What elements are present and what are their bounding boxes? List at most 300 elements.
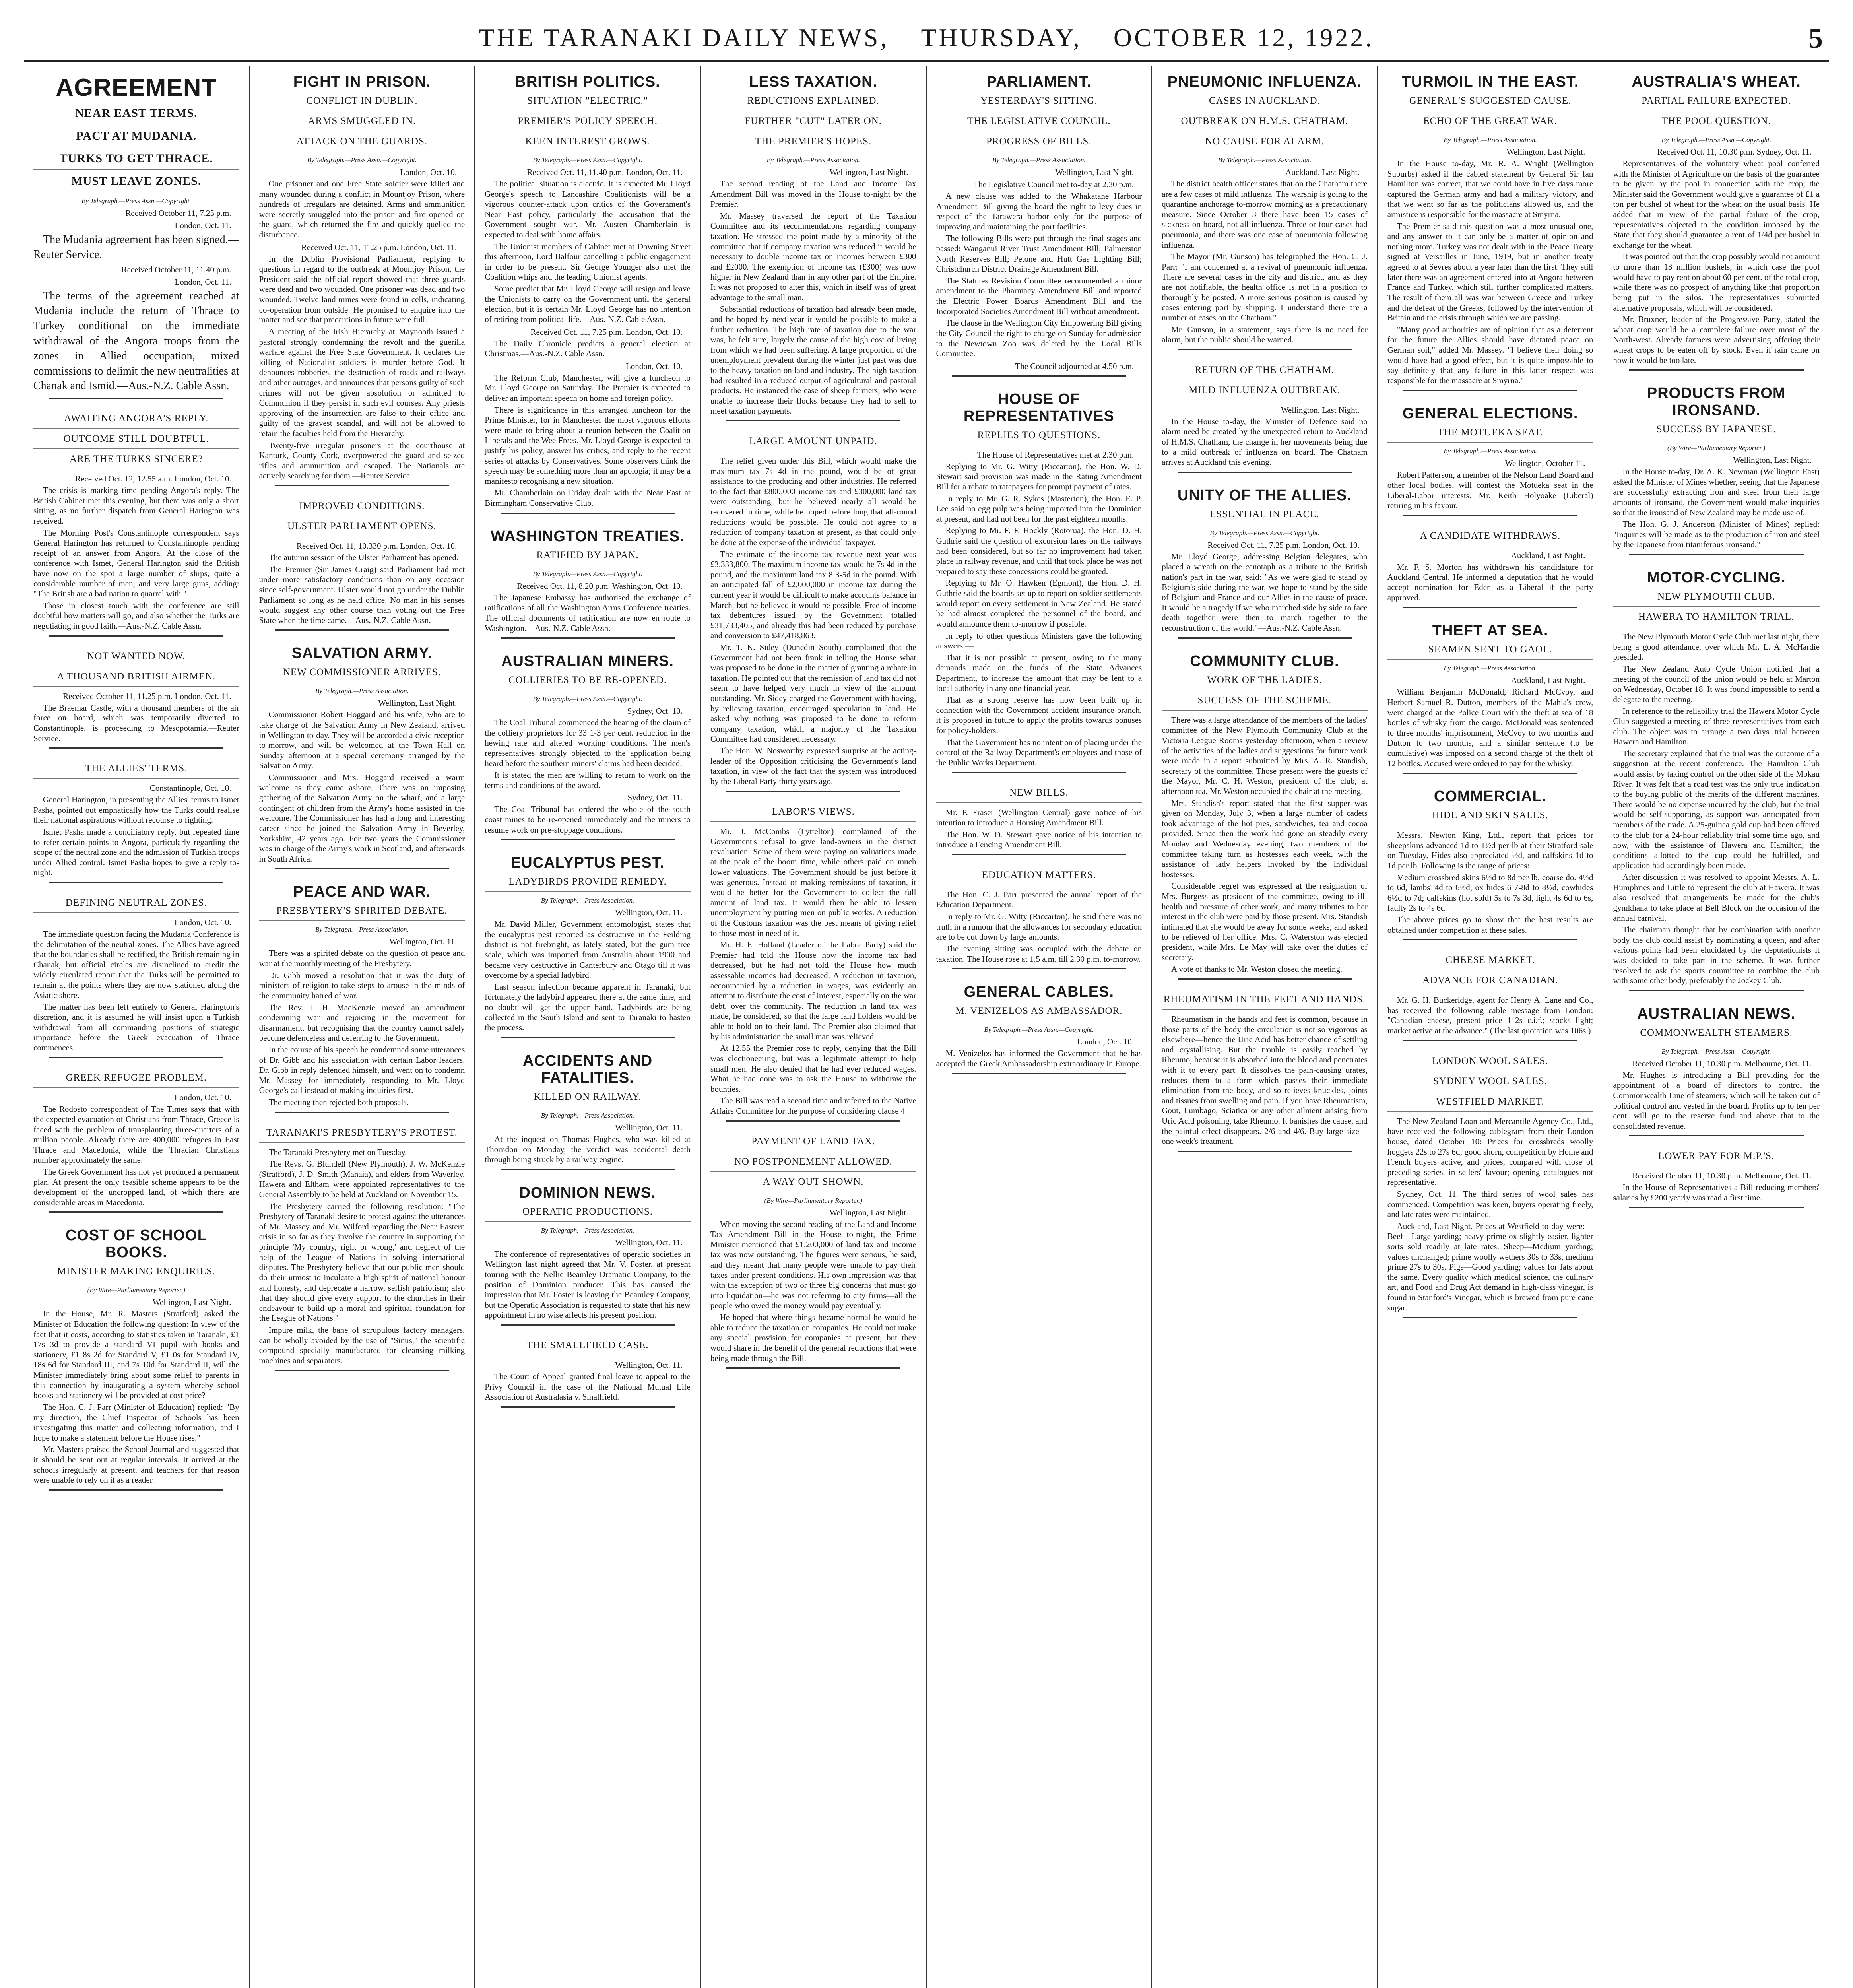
dateline: London, Oct. 10. — [174, 1093, 231, 1103]
article-paragraph: There is significance in this arranged luncheon for the Prime Minister, for in Manchester the most vigorous efforts were made to bring about a reunion between the Coalition Liberals and the Wee Frees. Mr. Lloyd George is expected to justify his policy, answer his critics, and reply to the recent series of attacks by Conservatives. Some observers think the speech may be something more than an apologia; it may be a manifesto recognising a new situation. — [485, 405, 691, 486]
article — [1387, 955, 1593, 1041]
article-paragraph: He hoped that where things became normal he would be able to reduce the taxation on companies. He could not make any special provision for companies at present, but they would share in the benefit of the general reductions that were being made through the Bill. — [710, 1312, 916, 1363]
article-paragraph: M. Venizelos has informed the Government that he has accepted the Greek Ambassadorship extraordinary in Europe. — [936, 1048, 1142, 1068]
dateline: London, Oct. 10. — [1077, 1037, 1134, 1047]
dateline: London, Oct. 10. — [400, 167, 457, 177]
article-subheading: NEW BILLS. — [936, 787, 1142, 803]
article — [936, 870, 1142, 969]
article-paragraph: The Hon. C. J. Parr (Minister of Education) replied: "By my direction, the Chief Inspector of Schools has been investigating this matter and collecting information, and I hope to make a statement before the House rises." — [33, 1402, 239, 1442]
article — [1613, 569, 1820, 991]
article-paragraph: The Hon. C. J. Parr presented the annual report of the Education Department. — [936, 889, 1142, 910]
article-divider — [952, 968, 1126, 969]
article-subheading: PARTIAL FAILURE EXPECTED. — [1613, 95, 1820, 111]
article-paragraph: Representatives of the voluntary wheat pool conferred with the Minister of Agriculture on the basis of the guarantee to be given by the pool in connection with the crop; the Minister said the Government would give a guarantee of £1 a ton per bushel of wheat for the wheat on the usual basis. He added that in view of the partial failure of the crop, representatives objected to the condition imposed by the State that they should guarantee a rent of 1/4d per bushel in exchange for the wheat. — [1613, 159, 1820, 250]
article-subheading: SUCCESS BY JAPANESE. — [1613, 424, 1820, 439]
article-divider — [1403, 607, 1577, 608]
article-paragraph: Some predict that Mr. Lloyd George will resign and leave the Unionists to carry on the Government until the general election, but it is certain Mr. Lloyd George has no intention of retiring from political life.—Aus.-N.Z. Cable Assn. — [485, 284, 691, 324]
article-subheading: A CANDIDATE WITHDRAWS. — [1387, 530, 1593, 546]
article-paragraph: Medium crossbred skins 6½d to 8d per lb, coarse do. 4½d to 6d, lambs' 4d to 6½d, ox hides 6 7-8d to 8½d, cowhides 6½d to 7d; calfskins (hot sold) 5s to 7s 3d, light 4s 6d to 6s, faulty 2s to 4s 6d. — [1387, 872, 1593, 913]
article-paragraph: The Court of Appeal granted final leave to appeal to the Privy Council in the case of the National Mutual Life Association of Australasia v. Smallfield. — [485, 1372, 691, 1402]
article-paragraph: The Rev. J. H. MacKenzie moved an amendment condemning war and rejoicing in the movement for disarmament, but recognising that the country cannot safely become defenceless and deferring to the Government. — [259, 1002, 465, 1043]
article-paragraph: The Rodosto correspondent of The Times says that with the expected evacuation of Christians from Thrace, Greece is faced with the problem of transplanting three-quarters of a million people. Already there are 400,000 refugees in East Thrace and Macedonia, while the Thracian Christians number approximately the same. — [33, 1104, 239, 1165]
article-headline: DOMINION NEWS. — [519, 1184, 656, 1201]
article-paragraph: Mr. J. McCombs (Lyttelton) complained of the Government's refusal to give land-owners in the district revaluation. Some of them were paying on valuations made at the peak of the boom time, while others paid on much lower valuations. The Government should be just before it was generous. Instead of making remissions of taxation, it would be better for the Government to collect the full amount of land tax. It would then be able to lessen unemployment by putting men on public works. A reduction of the Customs taxation was the best means of giving relief to those most in need of it. — [710, 826, 916, 938]
article — [936, 984, 1142, 1074]
dateline: Received Oct. 11, 8.20 p.m. Washington, Oct. 10. — [517, 581, 683, 591]
article-subheading: CONFLICT IN DUBLIN. — [259, 95, 465, 111]
article-divider — [1629, 554, 1804, 555]
wire-credit: By Telegraph.—Press Assn.—Copyright. — [1210, 529, 1319, 537]
wire-credit: By Telegraph.—Press Association. — [541, 1226, 634, 1234]
article-subheading: OPERATIC PRODUCTIONS. — [485, 1206, 691, 1222]
article-subheading: ESSENTIAL IN PEACE. — [1162, 509, 1368, 524]
article-divider — [501, 1324, 675, 1326]
wire-credit: (By Wire—Parliamentary Reporter.) — [1667, 444, 1766, 452]
article-paragraph: The following Bills were put through the final stages and passed: Wanganui River Trust Amendment Bill; Palmerston North Reserves Bill; Petone and Hutt Gas Lighting Bill; Christchurch District Drainage Amendment Bill. — [936, 233, 1142, 274]
article-subheading: THE LEGISLATIVE COUNCIL. — [936, 116, 1142, 131]
article-divider — [501, 513, 675, 514]
article-paragraph: The Taranaki Presbytery met on Tuesday. — [268, 1147, 407, 1157]
article-subheading: WORK OF THE LADIES. — [1162, 675, 1368, 690]
article-paragraph: Mr. Gunson, in a statement, says there is no need for alarm, but the public should be warned. — [1162, 324, 1368, 345]
article-subheading: ECHO OF THE GREAT WAR. — [1387, 116, 1593, 131]
article-subheading: M. VENIZELOS AS AMBASSADOR. — [936, 1006, 1142, 1021]
article-divider — [1178, 1151, 1352, 1152]
article-paragraph: When moving the second reading of the Land and Income Tax Amendment Bill in the House to-night, the Prime Minister mentioned that £1,200,000 of land tax and income tax was now outstanding. The figures were serious, he said, and they meant that many people were unable to pay their taxes under present conditions. His own impression was that with the exception of two or three big concerns that must go into liquidation—he was not referring to city firms—all the people who owed the money would pay eventually. — [710, 1219, 916, 1310]
article-headline: ACCIDENTS AND FATALITIES. — [522, 1052, 653, 1086]
article-headline: GENERAL CABLES. — [964, 984, 1114, 1001]
article-paragraph: Mr. Chamberlain on Friday dealt with the Near East at Birmingham Conservative Club. — [485, 488, 691, 508]
article-divider — [49, 1057, 223, 1058]
article — [710, 436, 916, 792]
article — [485, 74, 691, 514]
article-divider — [1178, 472, 1352, 473]
dateline: The House of Representatives met at 2.30 p.m. — [977, 450, 1134, 460]
article — [1162, 653, 1368, 980]
article-paragraph: In the House to-day, Mr. R. A. Wright (Wellington Suburbs) asked if the cabled statement by General Sir Ian Hamilton was correct, that we could have in five days more captured the German army and had a military victory, and that we went so far as the politicians allowed us, and the armistice is responsible for the massacre at Smyrna. — [1387, 159, 1593, 219]
article-divider — [1403, 939, 1577, 940]
article-paragraph: The district health officer states that on the Chatham there are a few cases of mild influenza. The warship is going to the quarantine anchorage to-morrow morning as a precautionary measure. Since October 3 there have been 15 cases of sickness on board, not all influenza. Three or four cases had pneumonia, and there was one case of pneumonia following influenza. — [1162, 179, 1368, 250]
article-paragraph: The terms of the agreement reached at Mudania include the return of Thrace to Turkey conditional on the immediate withdrawal of the Angora troops from the zones in Allied occupation, mixed commissions to delimit the new neutralities at Chanak and Ismid.—Aus.-N.Z. Cable Assn. — [33, 289, 239, 392]
article-subheading: REDUCTIONS EXPLAINED. — [710, 95, 916, 111]
article-subheading: IMPROVED CONDITIONS. — [259, 501, 465, 516]
article-headline: PARLIAMENT. — [986, 74, 1092, 90]
article — [259, 501, 465, 631]
dateline: London, Oct. 11. — [175, 221, 231, 230]
article-subheading: LABOR'S VIEWS. — [710, 806, 916, 822]
article-paragraph: The relief given under this Bill, which would make the maximum tax 7s 4d in the pound, would be of great assistance to the producing and other industries. He referred to the fact that £800,000 income tax and £300,000 land tax were outstanding, but he believed nearly all would be recovered in time, while he hoped before long that all-round reductions would be possible. He could not agree to a reduction of company taxation at present, as that could only be done at the expense of the individual taxpayer. — [710, 456, 916, 547]
article-headline: MOTOR-CYCLING. — [1647, 569, 1786, 586]
weekday: THURSDAY, — [921, 23, 1082, 52]
article-paragraph: Sydney, Oct. 11. The third series of wool sales has commenced. Competition was keen, buyers operating freely, and late rates were maintained. — [1387, 1189, 1593, 1219]
article-paragraph: The Coal Tribunal has ordered the whole of the south coast mines to be re-opened immediately and the miners to resume work on pre-stoppage conditions. — [485, 804, 691, 835]
article-subheading: CHEESE MARKET. — [1387, 955, 1593, 970]
wire-credit: By Telegraph.—Press Assn.—Copyright. — [307, 156, 417, 164]
article-divider — [49, 398, 223, 399]
article-subheading: EDUCATION MATTERS. — [936, 870, 1142, 885]
wire-credit: (By Wire—Parliamentary Reporter.) — [87, 1286, 185, 1294]
article-paragraph: That the Government has no intention of placing under the control of the Railway Department's employees and those of the Public Works Department. — [936, 737, 1142, 767]
article-subheading: SUCCESS OF THE SCHEME. — [1162, 695, 1368, 711]
article-divider — [952, 1073, 1126, 1074]
article-paragraph: The Revs. G. Blundell (New Plymouth), J. W. McKenzie (Stratford), J. D. Smith (Manaia), and elders from Waverley, Hawera and Eltham were appointed representatives to the General Assembly to be held at Auckland on November 15. — [259, 1159, 465, 1200]
article-headline: COMMERCIAL. — [1434, 788, 1547, 805]
article-headline: HOUSE OF REPRESENTATIVES — [963, 390, 1114, 425]
dateline: Wellington, Last Night. — [1733, 455, 1812, 465]
article-subheading: NEW COMMISSIONER ARRIVES. — [259, 667, 465, 682]
dateline: London, Oct. 10. — [174, 918, 231, 928]
newspaper-column — [24, 66, 250, 1988]
article-paragraph: Mr. Massey traversed the report of the Taxation Committee and its recommendations regarding company taxation. He stressed the point made by a minority of the committee that if company taxation was reduced it would be necessary to double income tax on incomes between £300 and £2000. The exemption of income tax (£300) was now higher in New Zealand than in any other part of the Empire. It was not proposed to alter this, which in itself was of great advantage to the small man. — [710, 211, 916, 302]
dateline: Received Oct. 11, 10.330 p.m. London, Oct. 10. — [296, 541, 457, 551]
wire-credit: By Telegraph.—Press Assn.—Copyright. — [81, 197, 191, 205]
article-paragraph: A new clause was added to the Whakatane Harbour Amendment Bill giving the board the right to levy dues in respect of the Tarawera harbor only for the purpose of improving and maintaining the port facilities. — [936, 191, 1142, 231]
article — [1613, 1006, 1820, 1137]
article-paragraph: There was a large attendance of the members of the ladies' committee of the New Plymouth Community Club at the Victoria League Rooms yesterday afternoon, when a review of the activities of the ladies and suggestions for future work were made in a report submitted by Mrs. A. R. Standish, secretary of the committee. Those present were the guests of the Mayor, Mr. C. H. Weston, president of the club, at afternoon tea. Mr. Weston occupied the chair at the meeting. — [1162, 715, 1368, 796]
article-paragraph: Dr. Gibb moved a resolution that it was the duty of ministers of religion to take steps to arouse in the minds of the community hatred of war. — [259, 970, 465, 1000]
article-paragraph: Replying to Mr. G. Witty (Riccarton), the Hon. W. D. Stewart said provision was made in the Rating Amendment Bill for a rebate to ratepayers for prompt payment of rates. — [936, 461, 1142, 491]
article-paragraph: One prisoner and one Free State soldier were killed and many wounded during a conflict in Mountjoy Prison, where hundreds of irregulars are detained. Arms and ammunition were secretly smuggled into the prison and fire opened on the guard, which returned the fire and quickly quelled the disturbance. — [259, 179, 465, 240]
article-divider — [1629, 1207, 1804, 1208]
article — [1387, 405, 1593, 516]
article-subheading: SYDNEY WOOL SALES. — [1387, 1076, 1593, 1091]
article-subheading: CASES IN AUCKLAND. — [1162, 95, 1368, 111]
article-subheading: PROGRESS OF BILLS. — [936, 136, 1142, 151]
wire-credit: By Telegraph.—Press Assn.—Copyright. — [984, 1026, 1094, 1034]
article-subheading: TARANAKI'S PRESBYTERY'S PROTEST. — [259, 1127, 465, 1143]
article-paragraph: Mrs. Standish's report stated that the first supper was given on Monday, July 3, when a large number of cadets took advantage of the hot pies, sandwiches, tea and cocoa provided. Since then the work had gone on steadily every Monday and Wednesday evening, two members of the committee taking turn as hostesses each week, with the assistance of lady helpers invoked by the individual hostesses. — [1162, 798, 1368, 879]
article-paragraph: Ismet Pasha made a conciliatory reply, but repeated time to refer certain points to Angora, particularly regarding the scope of the neutral zone and the admission of Turkish troops under Allied control. Ismet Pasha hopes to give a reply to-night. — [33, 827, 239, 878]
article-headline: FIGHT IN PRISON. — [293, 74, 431, 90]
article-paragraph: It is stated the men are willing to return to work on the terms and conditions of the award. — [485, 770, 691, 790]
article-subheading: THE ALLIES' TERMS. — [33, 763, 239, 779]
article-paragraph: In reply to Mr. G. R. Sykes (Masterton), the Hon. E. P. Lee said no egg pulp was being imported into the Dominion at present, and had not been for the past eighteen months. — [936, 493, 1142, 524]
article-paragraph: The Unionist members of Cabinet met at Downing Street this afternoon, Lord Balfour cancelling a public engagement in order to be present. Sir George Younger also met the Coalition whips and the leading Unionist agents. — [485, 241, 691, 282]
article-paragraph: The Hon. W. Nosworthy expressed surprise at the acting-leader of the Opposition criticising the Government's land taxation, in view of the fact that the system was introduced by the Liberal Party thirty years ago. — [710, 746, 916, 786]
article-paragraph: The political situation is electric. It is expected Mr. Lloyd George's speech to Lancashire Coalitionists will be a vigorous counter-attack upon critics of the Government's Near East policy, particularly the accusation that the Government sought war. Mr. Austen Chamberlain is expected to deal with home affairs. — [485, 179, 691, 240]
article-divider — [1629, 1135, 1804, 1136]
dateline: Wellington, Oct. 11. — [615, 1122, 683, 1132]
article-paragraph: The Presbytery carried the following resolution: "The Presbytery of Taranaki desire to protest against the utterances of Mr. Massey and Mr. Wilford regarding the Near Eastern crisis in so far as they involve the country in supporting the principle 'My country, right or wrong,' and neglect of the help of the League of Nations in solving international disputes. The Presbytery believe that our public men should do their utmost to inculcate a high spirit of national honour and honesty, and deprecate a narrow, selfish patriotism; also that they should give every support to the churches in their endeavour to build up a moral and spiritual foundation for the League of Nations." — [259, 1201, 465, 1323]
article-subheading: ULSTER PARLIAMENT OPENS. — [259, 521, 465, 536]
dateline: Wellington, Last Night. — [1506, 147, 1585, 157]
wire-credit: By Telegraph.—Press Assn.—Copyright. — [1661, 136, 1771, 144]
article-paragraph: Mr. P. Fraser (Wellington Central) gave notice of his intention to introduce a Housing Amendment Bill. — [936, 808, 1142, 828]
article-subheading: OUTCOME STILL DOUBTFUL. — [33, 433, 239, 449]
wire-credit: By Telegraph.—Press Assn.—Copyright. — [533, 156, 642, 164]
article-subheading: SEAMEN SENT TO GAOL. — [1387, 644, 1593, 660]
dateline: London, Oct. 10. — [625, 361, 683, 371]
article-subheading: A THOUSAND BRITISH AIRMEN. — [33, 671, 239, 687]
wire-credit: By Telegraph.—Press Association. — [766, 156, 860, 164]
article — [259, 1127, 465, 1371]
article-paragraph: Mr. G. H. Buckeridge, agent for Henry A. Lane and Co., has received the following cable message from London: "Canadian cheese, present price 112s c.i.f.; stocks light; market active at the advance." (The last quotation was 106s.) — [1387, 995, 1593, 1036]
article — [1387, 788, 1593, 940]
article-subheading: RHEUMATISM IN THE FEET AND HANDS. — [1162, 994, 1368, 1010]
article-divider — [49, 1211, 223, 1213]
article-subheading: KEEN INTEREST GROWS. — [485, 136, 691, 151]
article-headline: AUSTRALIAN NEWS. — [1637, 1005, 1796, 1022]
article-subheading: SITUATION "ELECTRIC." — [485, 95, 691, 111]
article — [259, 74, 465, 486]
wire-credit: By Telegraph.—Press Association. — [1218, 156, 1312, 164]
article-paragraph: The above prices go to show that the best results are obtained under competition at these sales. — [1387, 915, 1593, 935]
wire-credit: By Telegraph.—Press Association. — [1444, 447, 1537, 455]
article-paragraph: Mr. David Miller, Government entomologist, states that the eucalyptus pest reported as destructive in the Feilding district is not firebright, as lately stated, but the gum tree scale, which was imported from Australia about 1900 and became very destructive in Canterbury and Otago till it was overcome by a special ladybird. — [485, 919, 691, 980]
article-subheading: LONDON WOOL SALES. — [1387, 1056, 1593, 1071]
dateline: Received October 11, 7.25 p.m. — [125, 208, 231, 218]
article — [1613, 74, 1820, 371]
article-divider — [1629, 369, 1804, 371]
article-paragraph: The Reform Club, Manchester, will give a luncheon to Mr. Lloyd George on Saturday. The Premier is expected to deliver an important speech on home and foreign policy. — [485, 373, 691, 403]
article-paragraph: Commissioner and Mrs. Hoggard received a warm welcome as they came ashore. There was an imposing gathering of the Salvation Army on the wharf, and a large contingent of children from the Army's home assisted in the welcome. The Commissioner has had a long and interesting career since he joined the Salvation Army in Beverley, Yorkshire, 42 years ago. For two years the Commissioner was in charge of the Army's work in Scotland, and afterwards in South Africa. — [259, 772, 465, 864]
article-subheading: MUST LEAVE ZONES. — [33, 175, 239, 192]
article-subheading: DEFINING NEUTRAL ZONES. — [33, 897, 239, 913]
article-paragraph: The New Zealand Auto Cycle Union notified that a meeting of the council of the union would be held at Marton on Wednesday, October 18. It was found impossible to send a delegate to the meeting. — [1613, 664, 1820, 704]
article-paragraph: The autumn session of the Ulster Parliament has opened. — [268, 553, 459, 563]
article-subheading: RATIFIED BY JAPAN. — [485, 550, 691, 565]
dateline: Wellington, Last Night. — [1055, 167, 1134, 177]
dateline: The Council adjourned at 4.50 p.m. — [1015, 361, 1134, 371]
article-subheading: NO POSTPONEMENT ALLOWED. — [710, 1156, 916, 1172]
article-paragraph: The second reading of the Land and Income Tax Amendment Bill was moved in the House to-night by the Premier. — [710, 179, 916, 209]
dateline: Received Oct. 11, 11.40 p.m. London, Oct. 11. — [527, 167, 683, 177]
columns-grid — [24, 66, 1829, 1988]
article-paragraph: In the House to-day, Dr. A. K. Newman (Wellington East) asked the Minister of Mines whether, seeing that the Japanese are successfully extracting iron and steel from their large amounts of ironsand, the Government would make inquiries so that the ironsand of New Zealand may be made use of. — [1613, 467, 1820, 517]
article-subheading: COMMONWEALTH STEAMERS. — [1613, 1027, 1820, 1043]
article-paragraph: William Benjamin McDonald, Richard McCvoy, and Herbert Samuel R. Dutton, members of the Mahia's crew, were charged at the Police Court with the theft at sea of 18 bottles of whisky from the cargo. McDonald was sentenced to three months' imprisonment, McCvoy to two months and Dutton to two months, and a similar sentence (to be cumulative) was imposed on a second charge of the theft of 12 bottles. Accused were ordered to pay for the whisky. — [1387, 687, 1593, 768]
article-divider — [275, 1112, 449, 1113]
article-paragraph: In the course of his speech he condemned some utterances of Dr. Gibb and his association with certain Labor leaders. Dr. Gibb in reply defended himself, and went on to condemn Mr. Massey for immediately responding to Mr. Lloyd George's call instead of making inquiries first. — [259, 1044, 465, 1095]
dateline: Received Oct. 11, 11.25 p.m. London, Oct. 11. — [301, 242, 457, 252]
article — [485, 653, 691, 840]
article — [1387, 1056, 1593, 1318]
dateline: Constantinople, Oct. 10. — [149, 783, 231, 793]
article-paragraph: Robert Patterson, a member of the Nelson Land Board and other local bodies, will contest the Motueka seat in the Liberal-Labor interests. Mr. Keith Holyoake (Liberal) retiring in his favour. — [1387, 470, 1593, 511]
newspaper-column — [701, 66, 927, 1988]
article-divider — [1403, 390, 1577, 391]
article-subheading: NOT WANTED NOW. — [33, 651, 239, 666]
article-paragraph: Twenty-five irregular prisoners at the courthouse at Kanturk, County Cork, overpowered the guard and seized rifles and ammunition and escaped. The Nationals are actively searching for them.—Reuter Service. — [259, 440, 465, 481]
article-paragraph: In the House to-day, the Minister of Defence said no alarm need be created by the unexpected return to Auckland of H.M.S. Chatham, the change in her movements being due to a mild outbreak of influenza on board. The Chatham arrives at Auckland this evening. — [1162, 416, 1368, 467]
article-subheading: LADYBIRDS PROVIDE REMEDY. — [485, 876, 691, 892]
newspaper-column — [1603, 66, 1829, 1988]
article — [33, 413, 239, 637]
article — [1387, 622, 1593, 774]
wire-credit: By Telegraph.—Press Assn.—Copyright. — [1661, 1047, 1771, 1055]
paper-title: THE TARANAKI DAILY NEWS, — [479, 23, 889, 52]
wire-credit: By Telegraph.—Press Association. — [1444, 664, 1537, 672]
article-headline: TURMOIL IN THE EAST. — [1401, 74, 1579, 90]
article-paragraph: The Braemar Castle, with a thousand members of the air force on board, which was temporarily diverted to Constantinople, is proceeding to Mesopotamia.—Reuter Service. — [33, 703, 239, 743]
article-divider — [1629, 990, 1804, 991]
article-headline: SALVATION ARMY. — [291, 645, 433, 662]
article-paragraph: Impure milk, the bane of scrupulous factory managers, can be wholly avoided by the use of "Sinus," the scientific compound specially manufactured for cleansing milking machines and separators. — [259, 1325, 465, 1365]
article — [936, 391, 1142, 773]
wire-credit: By Telegraph.—Press Association. — [1444, 136, 1537, 144]
article — [259, 883, 465, 1112]
article-paragraph: The Premier (Sir James Craig) said Parliament had met under more satisfactory conditions than on any occasion since self-government. Ulster would not go under the Dublin Parliament so long as he held office. No man in his senses would suggest any other course than voting out the Free State when the time came.—Aus.-N.Z. Cable Assn. — [259, 564, 465, 625]
article — [485, 1052, 691, 1170]
article-headline: AUSTRALIA'S WHEAT. — [1632, 74, 1801, 90]
article-subheading: ARMS SMUGGLED IN. — [259, 116, 465, 131]
article-subheading: COLLIERIES TO BE RE-OPENED. — [485, 675, 691, 690]
article-subheading: NO CAUSE FOR ALARM. — [1162, 136, 1368, 151]
article-paragraph: At the inquest on Thomas Hughes, who was killed at Thorndon on Monday, the verdict was accidental death through being struck by a railway engine. — [485, 1134, 691, 1165]
article-paragraph: The chairman thought that by combination with another body the club could assist by nominating a queen, and after various points had been elucidated by the deputationists it was decided to take part in the scheme. It was further resolved to ask the sports committee to combine the club with some other body, preferably the Jockey Club. — [1613, 925, 1820, 986]
article-subheading: ADVANCE FOR CANADIAN. — [1387, 975, 1593, 990]
article-headline: EUCALYPTUS PEST. — [510, 854, 665, 872]
article-paragraph: In reply to other questions Ministers gave the following answers:— — [936, 631, 1142, 651]
dateline: Auckland, Last Night. — [1511, 676, 1585, 685]
article-paragraph: Mr. Masters praised the School Journal and suggested that it should be sent out at regular intervals. It arrived at the schools irregularly at present, and teachers for that reason were unable to rely on it as a reader. — [33, 1444, 239, 1485]
article — [259, 645, 465, 869]
article-subheading: YESTERDAY'S SITTING. — [936, 95, 1142, 111]
article-paragraph: In reference to the reliability trial the Hawera Motor Cycle Club suggested a meeting of three representatives from each club. The object was to arrange a two days' trial between Hawera and Hamilton. — [1613, 706, 1820, 747]
article-paragraph: "Many good authorities are of opinion that as a deterrent for the future the Allies should have dictated peace on German soil," added Mr. Massey. "I believe their doing so would have had a good effect, but it is quite impossible to say definitely that any failure in this latter respect was responsible for the massacre at Smyrna." — [1387, 324, 1593, 385]
article-paragraph: In reply to Mr. G. Witty (Riccarton), he said there was no truth in a rumour that the allowances for secondary education are to be cut down by large amounts. — [936, 912, 1142, 942]
article-subheading: LARGE AMOUNT UNPAID. — [710, 436, 916, 451]
article-paragraph: The Bill was read a second time and referred to the Native Affairs Committee for the purpose of considering clause 4. — [710, 1096, 916, 1116]
article-paragraph: That it is not possible at present, owing to the many demands made on the funds of the State Advances Department, to increase the amount that may be lent to a local authority in any one financial year. — [936, 652, 1142, 693]
dateline: Received Oct. 11, 7.25 p.m. London, Oct. 10. — [1207, 540, 1360, 550]
article-paragraph: The Hon. W. D. Stewart gave notice of his intention to introduce a Fencing Amendment Bill. — [936, 829, 1142, 850]
page-number: 5 — [1808, 22, 1825, 54]
article — [710, 74, 916, 421]
article-paragraph: The estimate of the income tax revenue next year was £3,333,800. The maximum income tax would be 7s 4d in the pound, and the maximum land tax 8 3-5d in the pound. With an anticipated fall of £2,000,000 in income tax during the current year it would be difficult to make accounts balance in March, but he believed it would be possible. Free of income tax debentures issued by the Government totalled £31,733,405, and already this had been reduced by purchase and conversion to £47,418,863. — [710, 549, 916, 641]
article-paragraph: It was pointed out that the crop possibly would not amount to more than 13 million bushels, in which case the pool would have to pay rent on about 60 per cent. of the total crop, while there was no prospect of anything like that proportion being put in the silos. The representatives submitted alternative proposals, which will be considered. — [1613, 252, 1820, 313]
article-subheading: AWAITING ANGORA'S REPLY. — [33, 413, 239, 429]
article-headline: PEACE AND WAR. — [293, 883, 431, 901]
article-paragraph: Replying to Mr. O. Hawken (Egmont), the Hon. D. H. Guthrie said the boards set up to report on soldier settlements would report on every settlement in New Zealand. He stated he had almost completed the personnel of the board, and would announce them to-morrow if possible. — [936, 578, 1142, 629]
article-subheading: A WAY OUT SHOWN. — [710, 1176, 916, 1192]
article-paragraph: The evening sitting was occupied with the debate on taxation. The House rose at 1.5 a.m. till 2.30 p.m. to-morrow. — [936, 944, 1142, 964]
article-paragraph: The immediate question facing the Mudania Conference is the delimitation of the neutral zones. The Allies have agreed that the boundaries shall be rectified, the British remaining in Chanak, but official circles are disinclined to credit the widely circulated report that the Turks will be permitted to remain at the points where they are now stationed along the Asiatic shore. — [33, 929, 239, 1000]
article-divider — [1403, 1317, 1577, 1318]
dateline: Received October 11, 10.30 p.m. Melbourne, Oct. 11. — [1632, 1058, 1812, 1068]
article-subheading: THE MOTUEKA SEAT. — [1387, 427, 1593, 443]
dateline: Received Oct. 12, 12.55 a.m. London, Oct. 10. — [75, 474, 231, 484]
article-paragraph: In the House of Representatives a Bill reducing members' salaries by £200 yearly was read a first time. — [1613, 1182, 1820, 1203]
dateline: Wellington, October 11. — [1505, 458, 1585, 468]
article-divider — [49, 1489, 223, 1491]
article — [485, 528, 691, 639]
article-paragraph: A meeting of the Irish Hierarchy at Maynooth issued a pastoral strongly condemning the revolt and the guerilla warfare against the Free State Government. It declares the killing of Nationalist soldiers is murder before God. It denounces robberies, the destruction of roads and railways and other outrages, and announces that persons guilty of such crimes will not be given absolution or admitted to Communion if they persist in such evil courses. Any priests approving of the insurrection are false to their office and guilty of the gravest scandal, and will not be allowed to retain the faculties held from the Hierarchy. — [259, 326, 465, 439]
article — [1613, 1151, 1820, 1208]
article-headline: COST OF SCHOOL BOOKS. — [65, 1227, 207, 1261]
article-divider — [1403, 1040, 1577, 1041]
article-subheading: GENERAL'S SUGGESTED CAUSE. — [1387, 95, 1593, 111]
article-paragraph: In the House, Mr. R. Masters (Stratford) asked the Minister of Education the following question: In view of the fact that it costs, according to statistics taken in Taranaki, £1 17s 3d to provide a standard VI pupil with books and stationery, £1 8s 2d for Standard V, £1 0s for Standard IV, 18s 6d for Standard III, and 7s 10d for Standard II, will the Minister immediately bring about some relief to parents in this connection by inaugurating a system whereby school books and stationery will be provided at cost price? — [33, 1309, 239, 1400]
article — [33, 763, 239, 883]
article-divider — [275, 485, 449, 486]
article — [1162, 994, 1368, 1152]
newspaper-column — [1152, 66, 1378, 1988]
article-headline: PRODUCTS FROM IRONSAND. — [1647, 385, 1786, 419]
article-divider — [49, 882, 223, 883]
article-paragraph: Those in closest touch with the conference are still doubtful how matters will go, and also whether the Turks are negotiating in good faith.—Aus.-N.Z. Cable Assn. — [33, 600, 239, 631]
masthead — [24, 16, 1829, 62]
article-divider — [49, 635, 223, 637]
article-subheading: TURKS TO GET THRACE. — [33, 152, 239, 170]
article-divider — [49, 747, 223, 749]
wire-credit: By Telegraph.—Press Assn.—Copyright. — [533, 695, 642, 703]
article — [936, 787, 1142, 855]
dateline: Wellington, Oct. 11. — [615, 1237, 683, 1247]
article-paragraph: The Coal Tribunal commenced the hearing of the claim of the colliery proprietors for 33 1-3 per cent. reduction in the hewing rate and altered working conditions. The men's representatives strongly objected to the application being heard before the southern miners' claims had been decided. — [485, 718, 691, 768]
article-subheading: NEW PLYMOUTH CLUB. — [1613, 591, 1820, 607]
article-headline: UNITY OF THE ALLIES. — [1177, 487, 1352, 504]
article — [710, 1136, 916, 1369]
article-divider — [726, 1367, 900, 1369]
article-paragraph: Messrs. Newton King, Ltd., report that prices for sheepskins advanced 1d to 1½d per lb at their Stratford sale on Tuesday. Hides also appreciated ½d, and calfskins 1d to 1d per lb. Following is the range of prices: — [1387, 830, 1593, 870]
article-paragraph: In the Dublin Provisional Parliament, replying to questions in regard to the outbreak at Mountjoy Prison, the President said the official report showed that three guards were dead and two wounded. One prisoner was dead and two wounded. Twelve land mines were found in cells, indicating co-operation from outside. He promised to enquire into the matter and see that precautions in future were full. — [259, 254, 465, 325]
article — [1162, 487, 1368, 639]
article-headline: AUSTRALIAN MINERS. — [501, 653, 674, 670]
dateline: Wellington, Oct. 11. — [389, 937, 457, 947]
article-paragraph: The Morning Post's Constantinople correspondent says General Harington has returned to Constantinople pending receipt of an answer from Angora. At the close of the conference with Ismet, General Harington said the British have now on the spot a large number of ships, quite a considerable number of men, and very large guns, adding: "The British are a bad nation to quarrel with." — [33, 528, 239, 599]
article-divider — [501, 1406, 675, 1408]
article-subheading: PACT AT MUDANIA. — [33, 129, 239, 147]
article-paragraph: Mr. T. K. Sidey (Dunedin South) complained that the Government had not been frank in telling the House what was proposed to be done in the matter of granting a rebate in taxation. He pointed out that the remission of land tax did not seem to have helped very much in view of the amount outstanding. Mr. Sidey charged the Government with having, by relieving taxation, encouraged speculation in land. He asked why nothing was proposed to be done to reform company taxation, which a majority of the Taxation Committee had considered necessary. — [710, 642, 916, 744]
article-divider — [952, 854, 1126, 855]
article-subheading: FURTHER "CUT" LATER ON. — [710, 116, 916, 131]
article-paragraph: Auckland, Last Night. Prices at Westfield to-day were:— Beef—Large yarding; heavy prime ox slightly easier, lighter sorts sold readily at late rates. Sheep—Medium yarding; values unchanged; prime woolly wethers 30s to 33s, medium prime 27s to 30s. Pigs—Good yarding; values for fats about the same. Every quality which medical science, the culinary art, and Food and Drug Act demand in high-class vinegar, is found in Stanford's Vinegar, which is brewed from pure cane sugar. — [1387, 1221, 1593, 1312]
article-headline: COMMUNITY CLUB. — [1190, 652, 1339, 670]
dateline: Received Oct. 11, 10.30 p.m. Sydney, Oct. 11. — [1657, 147, 1812, 157]
article-paragraph: Last season infection became apparent in Taranaki, but fortunately the ladybird appeared there at the same time, and no doubt will get the upper hand. Ladybirds are being collected in the South Island and sent to Taranaki to hasten the process. — [485, 982, 691, 1033]
article-headline: AGREEMENT — [56, 74, 217, 101]
article-paragraph: At 12.55 the Premier rose to reply, denying that the Bill was electioneering, but was a legitimate attempt to help small men. He also denied that he had ever reduced wages. What he had done was to ask the House to withdraw the bounties. — [710, 1043, 916, 1094]
article — [485, 854, 691, 1038]
dateline: Wellington, Last Night. — [152, 1297, 231, 1307]
article-paragraph: Considerable regret was expressed at the resignation of Mrs. Burgess as president of the committee, owing to ill-health and pressure of other work, and many tributes to her interest in the club were paid by those present. Mrs. Standish intimated that she would be away for some weeks, and asked to be relieved of her office. Mrs. C. Waterston was elected president, while Mrs. Le May will take over the duties of secretary. — [1162, 881, 1368, 962]
article-headline: THEFT AT SEA. — [1432, 622, 1548, 639]
article-subheading: ARE THE TURKS SINCERE? — [33, 454, 239, 469]
article-paragraph: Mr. Hughes is introducing a Bill providing for the appointment of a board of directors to control the Commonwealth Line of steamers, which will be taken out of political control and vested in the board. Profits up to ten per cent. will go to the reserve fund and above that to the consolidated revenue. — [1613, 1070, 1820, 1131]
article-subheading: MILD INFLUENZA OUTBREAK. — [1162, 385, 1368, 400]
article-subheading: KILLED ON RAILWAY. — [485, 1091, 691, 1107]
article-subheading: NEAR EAST TERMS. — [33, 107, 239, 124]
article-paragraph: That as a strong reserve has now been built up in connection with the Government accident insurance branch, it is proposed in future to apply the profits towards bonuses for policy-holders. — [936, 695, 1142, 735]
wire-credit: By Telegraph.—Press Association. — [315, 687, 409, 695]
article-paragraph: The New Plymouth Motor Cycle Club met last night, there being a good attendance, over which Mr. L. A. McHardie presided. — [1613, 632, 1820, 662]
article-divider — [726, 1120, 900, 1122]
dateline: Wellington, Last Night. — [1281, 405, 1360, 415]
wire-credit: By Telegraph.—Press Association. — [541, 897, 634, 905]
article-divider — [275, 629, 449, 631]
article-paragraph: General Harington, in presenting the Allies' terms to Ismet Pasha, pointed out emphatically how the Turks could realise their national aspirations without recourse to fighting. — [33, 795, 239, 825]
article-paragraph: After discussion it was resolved to appoint Messrs. A. L. Humphries and Little to represent the club at Hawera. It was also resolved that arrangements be made for the club's gymkhana to take place at Bell Block on the occasion of the annual carnival. — [1613, 872, 1820, 923]
article-paragraph: Replying to Mr. F. F. Hockly (Rotorua), the Hon. D. H. Guthrie said the question of excursion fares on the railways had been considered, but so far no improvement had taken place in railway revenue, and until that took place he was not prepared to say these concessions could be granted. — [936, 526, 1142, 576]
wire-credit: By Telegraph.—Press Association. — [992, 156, 1086, 164]
article-paragraph: The Mayor (Mr. Gunson) has telegraphed the Hon. C. J. Parr: "I am concerned at a revival of pneumonic influenza. There are several cases in the city and district, and as they are not notifiable, the health office is not in a position to thoroughly be posted. A more serious position is caused by cases entering port by shipping. I understand there are a number of cases on the Chatham." — [1162, 252, 1368, 322]
dateline: Received Oct. 11, 7.25 p.m. London, Oct. 10. — [530, 327, 683, 337]
dateline: Received October 11, 11.25 p.m. London, Oct. 11. — [63, 691, 231, 701]
article-divider — [501, 839, 675, 840]
article — [485, 1340, 691, 1408]
article — [1387, 530, 1593, 608]
article — [485, 1184, 691, 1326]
issue-date: OCTOBER 12, 1922. — [1113, 23, 1374, 52]
article-paragraph: The Hon. G. J. Anderson (Minister of Mines) replied: "Inquiries will be made as to the production of iron and steel by the Japanese from titaniferous ironsand." — [1613, 519, 1820, 549]
article-subheading: LOWER PAY FOR M.P.'S. — [1613, 1151, 1820, 1166]
article-divider — [726, 420, 900, 421]
article-paragraph: The Statutes Revision Committee recommended a minor amendment to the Pharmacy Amendment Bill and reported the Electric Power Boards Amendment Bill and the Incorporated Societies Amendment Bill without amendment. — [936, 276, 1142, 316]
article — [33, 897, 239, 1058]
article-paragraph: The Greek Government has not yet produced a permanent plan. At present the only feasible scheme appears to be the development of the uncropped land, of which there are considerable areas in Macedonia. — [33, 1167, 239, 1207]
wire-credit: (By Wire—Parliamentary Reporter.) — [764, 1196, 862, 1204]
